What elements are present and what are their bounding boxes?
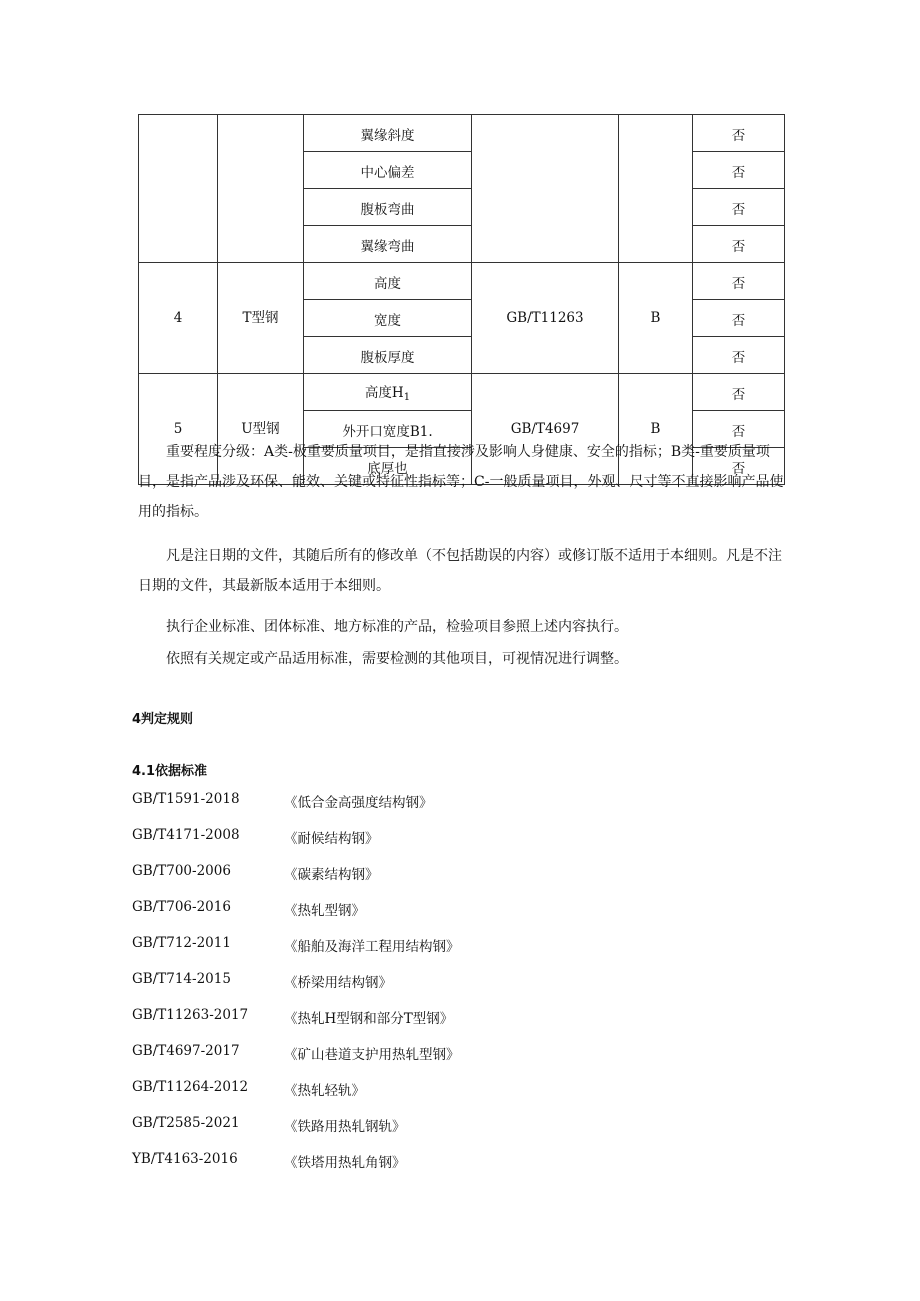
standard-name: 《低合金高强度结构钢》 <box>284 795 433 811</box>
standard-cell: GB/T11263 <box>472 263 619 374</box>
item-height-text: 高度H <box>364 384 404 401</box>
standard-code: GB/T4697-2017 <box>132 1043 240 1059</box>
standard-code: GB/T2585-2021 <box>132 1115 240 1131</box>
item-height-subscript: 1 <box>403 391 411 403</box>
flag-cell: 否 <box>693 411 785 448</box>
product-cell: U型钢 <box>218 374 304 485</box>
standard-name: 《船舶及海洋工程用结构钢》 <box>284 939 460 955</box>
enterprise-standard-paragraph: 执行企业标准、团体标准、地方标准的产品，检验项目参照上述内容执行。 <box>166 619 628 635</box>
standard-code: GB/T700-2006 <box>132 863 231 879</box>
standard-name: 《矿山巷道支护用热轧型钢》 <box>284 1047 460 1063</box>
standard-code: GB/T1591-2018 <box>132 791 240 807</box>
table-row <box>139 374 785 411</box>
no-cell: 4 <box>139 263 218 374</box>
inspection-items-table <box>138 114 785 485</box>
standard-name: 《热轧轻轨》 <box>284 1083 365 1099</box>
no-cell <box>139 115 218 263</box>
standard-code: GB/T712-2011 <box>132 935 231 951</box>
standard-code: GB/T11263-2017 <box>132 1007 249 1023</box>
table-row <box>139 263 785 300</box>
standard-name: 《碳素结构钢》 <box>284 867 379 883</box>
no-cell: 5 <box>139 374 218 485</box>
standard-name: 《热轧H型钢和部分T型钢》 <box>284 1011 454 1027</box>
product-cell: T型钢 <box>218 263 304 374</box>
item-cell: 中心偏差 <box>304 152 472 189</box>
flag-cell: 否 <box>693 189 785 226</box>
item-cell <box>304 374 472 411</box>
flag-cell: 否 <box>693 374 785 411</box>
item-cell: 翼缘斜度 <box>304 115 472 152</box>
flag-cell: 否 <box>693 226 785 263</box>
standard-name: 《热轧型钢》 <box>284 903 365 919</box>
standard-code: GB/T4171-2008 <box>132 827 240 843</box>
product-cell <box>218 115 304 263</box>
subsection-title: 4.1依据标准 <box>132 764 208 779</box>
item-cell: 腹板厚度 <box>304 337 472 374</box>
standard-code: GB/T714-2015 <box>132 971 231 987</box>
standard-cell: GB/T4697 <box>472 374 619 485</box>
dated-documents-paragraph: 凡是注日期的文件，其随后所有的修改单（不包括勘误的内容）或修订版不适用于本细则。凡是不注日期的文件，其最新版本适用于本细则。 <box>138 548 782 594</box>
grade-cell: B <box>619 263 693 374</box>
table-row <box>139 115 785 152</box>
flag-cell: 否 <box>693 300 785 337</box>
item-cell: 宽度 <box>304 300 472 337</box>
standard-name: 《铁塔用热轧角钢》 <box>284 1155 406 1171</box>
flag-cell: 否 <box>693 152 785 189</box>
grade-cell <box>619 115 693 263</box>
flag-cell: 否 <box>693 263 785 300</box>
standard-name: 《铁路用热轧钢轨》 <box>284 1119 406 1135</box>
item-cell: 外开口宽度B1. <box>304 411 472 448</box>
standard-name: 《桥梁用结构钢》 <box>284 975 392 991</box>
section-title: 4判定规则 <box>132 712 194 727</box>
standard-code: GB/T11264-2012 <box>132 1079 249 1095</box>
standard-cell <box>472 115 619 263</box>
standard-name: 《耐候结构钢》 <box>284 831 379 847</box>
item-cell: 底厚也 <box>304 448 472 485</box>
grade-cell: B <box>619 374 693 485</box>
standard-code: YB/T4163-2016 <box>132 1151 238 1167</box>
item-cell: 高度 <box>304 263 472 300</box>
other-items-paragraph: 依照有关规定或产品适用标准，需要检测的其他项目，可视情况进行调整。 <box>166 651 628 667</box>
item-cell: 翼缘弯曲 <box>304 226 472 263</box>
flag-cell: 否 <box>693 115 785 152</box>
standard-code: GB/T706-2016 <box>132 899 231 915</box>
flag-cell: 否 <box>693 337 785 374</box>
importance-grading-paragraph: 重要程度分级：A类-极重要质量项目，是指直接涉及影响人身健康、安全的指标；B类-重要质量项目，是指产品涉及环保、能效、关键或特征性指标等；C-一般质量项目，外观、尺寸等不直接影响产品使用的指标。 <box>138 444 784 520</box>
item-cell: 腹板弯曲 <box>304 189 472 226</box>
flag-cell: 否 <box>693 448 785 485</box>
